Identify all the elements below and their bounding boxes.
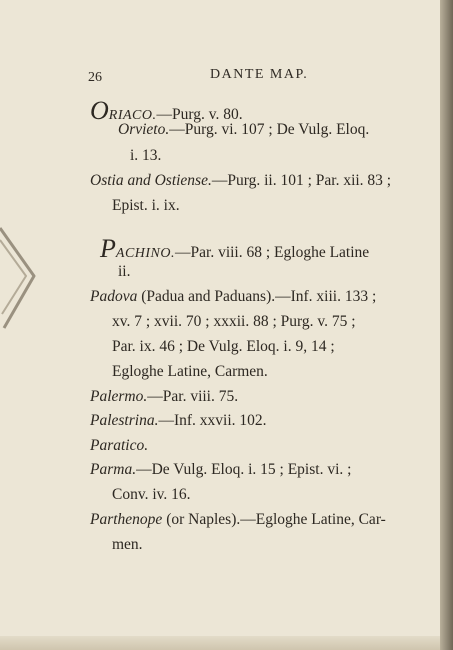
entry-text: —De Vulg. Eloq. i. 15 ; Epist. vi. ; (136, 461, 352, 478)
entry-text: (Padua and Paduans).—Inf. xiii. 133 ; (137, 288, 377, 305)
index-entry (90, 437, 148, 455)
entry-text: —Purg. vi. 107 ; De Vulg. Eloq. (169, 121, 370, 138)
entry-continuation: Par. ix. 46 ; De Vulg. Eloq. i. 9, 14 ; (112, 338, 335, 355)
entry-head: Palermo. (90, 388, 148, 405)
page-number: 26 (88, 70, 102, 85)
entry-head: Parthenope (90, 511, 163, 528)
index-entry (90, 412, 267, 430)
index-entry (100, 234, 369, 264)
entry-head: RIACO. (108, 108, 157, 123)
entry-head: Orvieto. (118, 121, 170, 138)
index-entry (90, 288, 376, 306)
entry-continuation: men. (112, 536, 143, 553)
entry-continuation: ii. (118, 263, 131, 280)
entry-text: —Inf. xxvii. 102. (158, 412, 267, 429)
entry-text: —Par. viii. 68 ; Egloghe Latine (175, 244, 370, 261)
entry-head: Paratico. (90, 437, 149, 454)
entry-head: Padova (90, 288, 138, 305)
entry-continuation: xv. 7 ; xvii. 70 ; xxxii. 88 ; Purg. v. 75 ; (112, 313, 356, 330)
index-entry (90, 511, 386, 529)
entry-head: ACHINO. (115, 246, 176, 261)
book-gutter (440, 0, 453, 650)
drop-letter: P (100, 234, 116, 263)
entry-head: Ostia and Ostiense. (90, 172, 212, 189)
entry-continuation: Epist. i. ix. (112, 197, 180, 214)
entry-text: (or Naples).—Egloghe Latine, Car- (162, 511, 386, 528)
entry-text: —Purg. v. 80. (156, 106, 243, 123)
drop-letter: O (90, 96, 109, 125)
entry-continuation: Egloghe Latine, Carmen. (112, 363, 268, 380)
entry-continuation: Conv. iv. 16. (112, 486, 191, 503)
entry-text: —Par. viii. 75. (147, 388, 239, 405)
index-entry (118, 121, 369, 139)
index-entry (90, 388, 238, 406)
index-entry (90, 461, 351, 479)
entry-text: —Purg. ii. 101 ; Par. xii. 83 ; (211, 172, 392, 189)
page-bottom-edge (0, 636, 445, 650)
entry-head: Parma. (90, 461, 137, 478)
entry-head: Palestrina. (90, 412, 159, 429)
index-entry (90, 172, 391, 190)
page-header (0, 64, 445, 88)
paper-clip-icon (0, 218, 50, 338)
running-title: DANTE MAP. (210, 67, 309, 82)
entry-continuation: i. 13. (130, 147, 162, 164)
